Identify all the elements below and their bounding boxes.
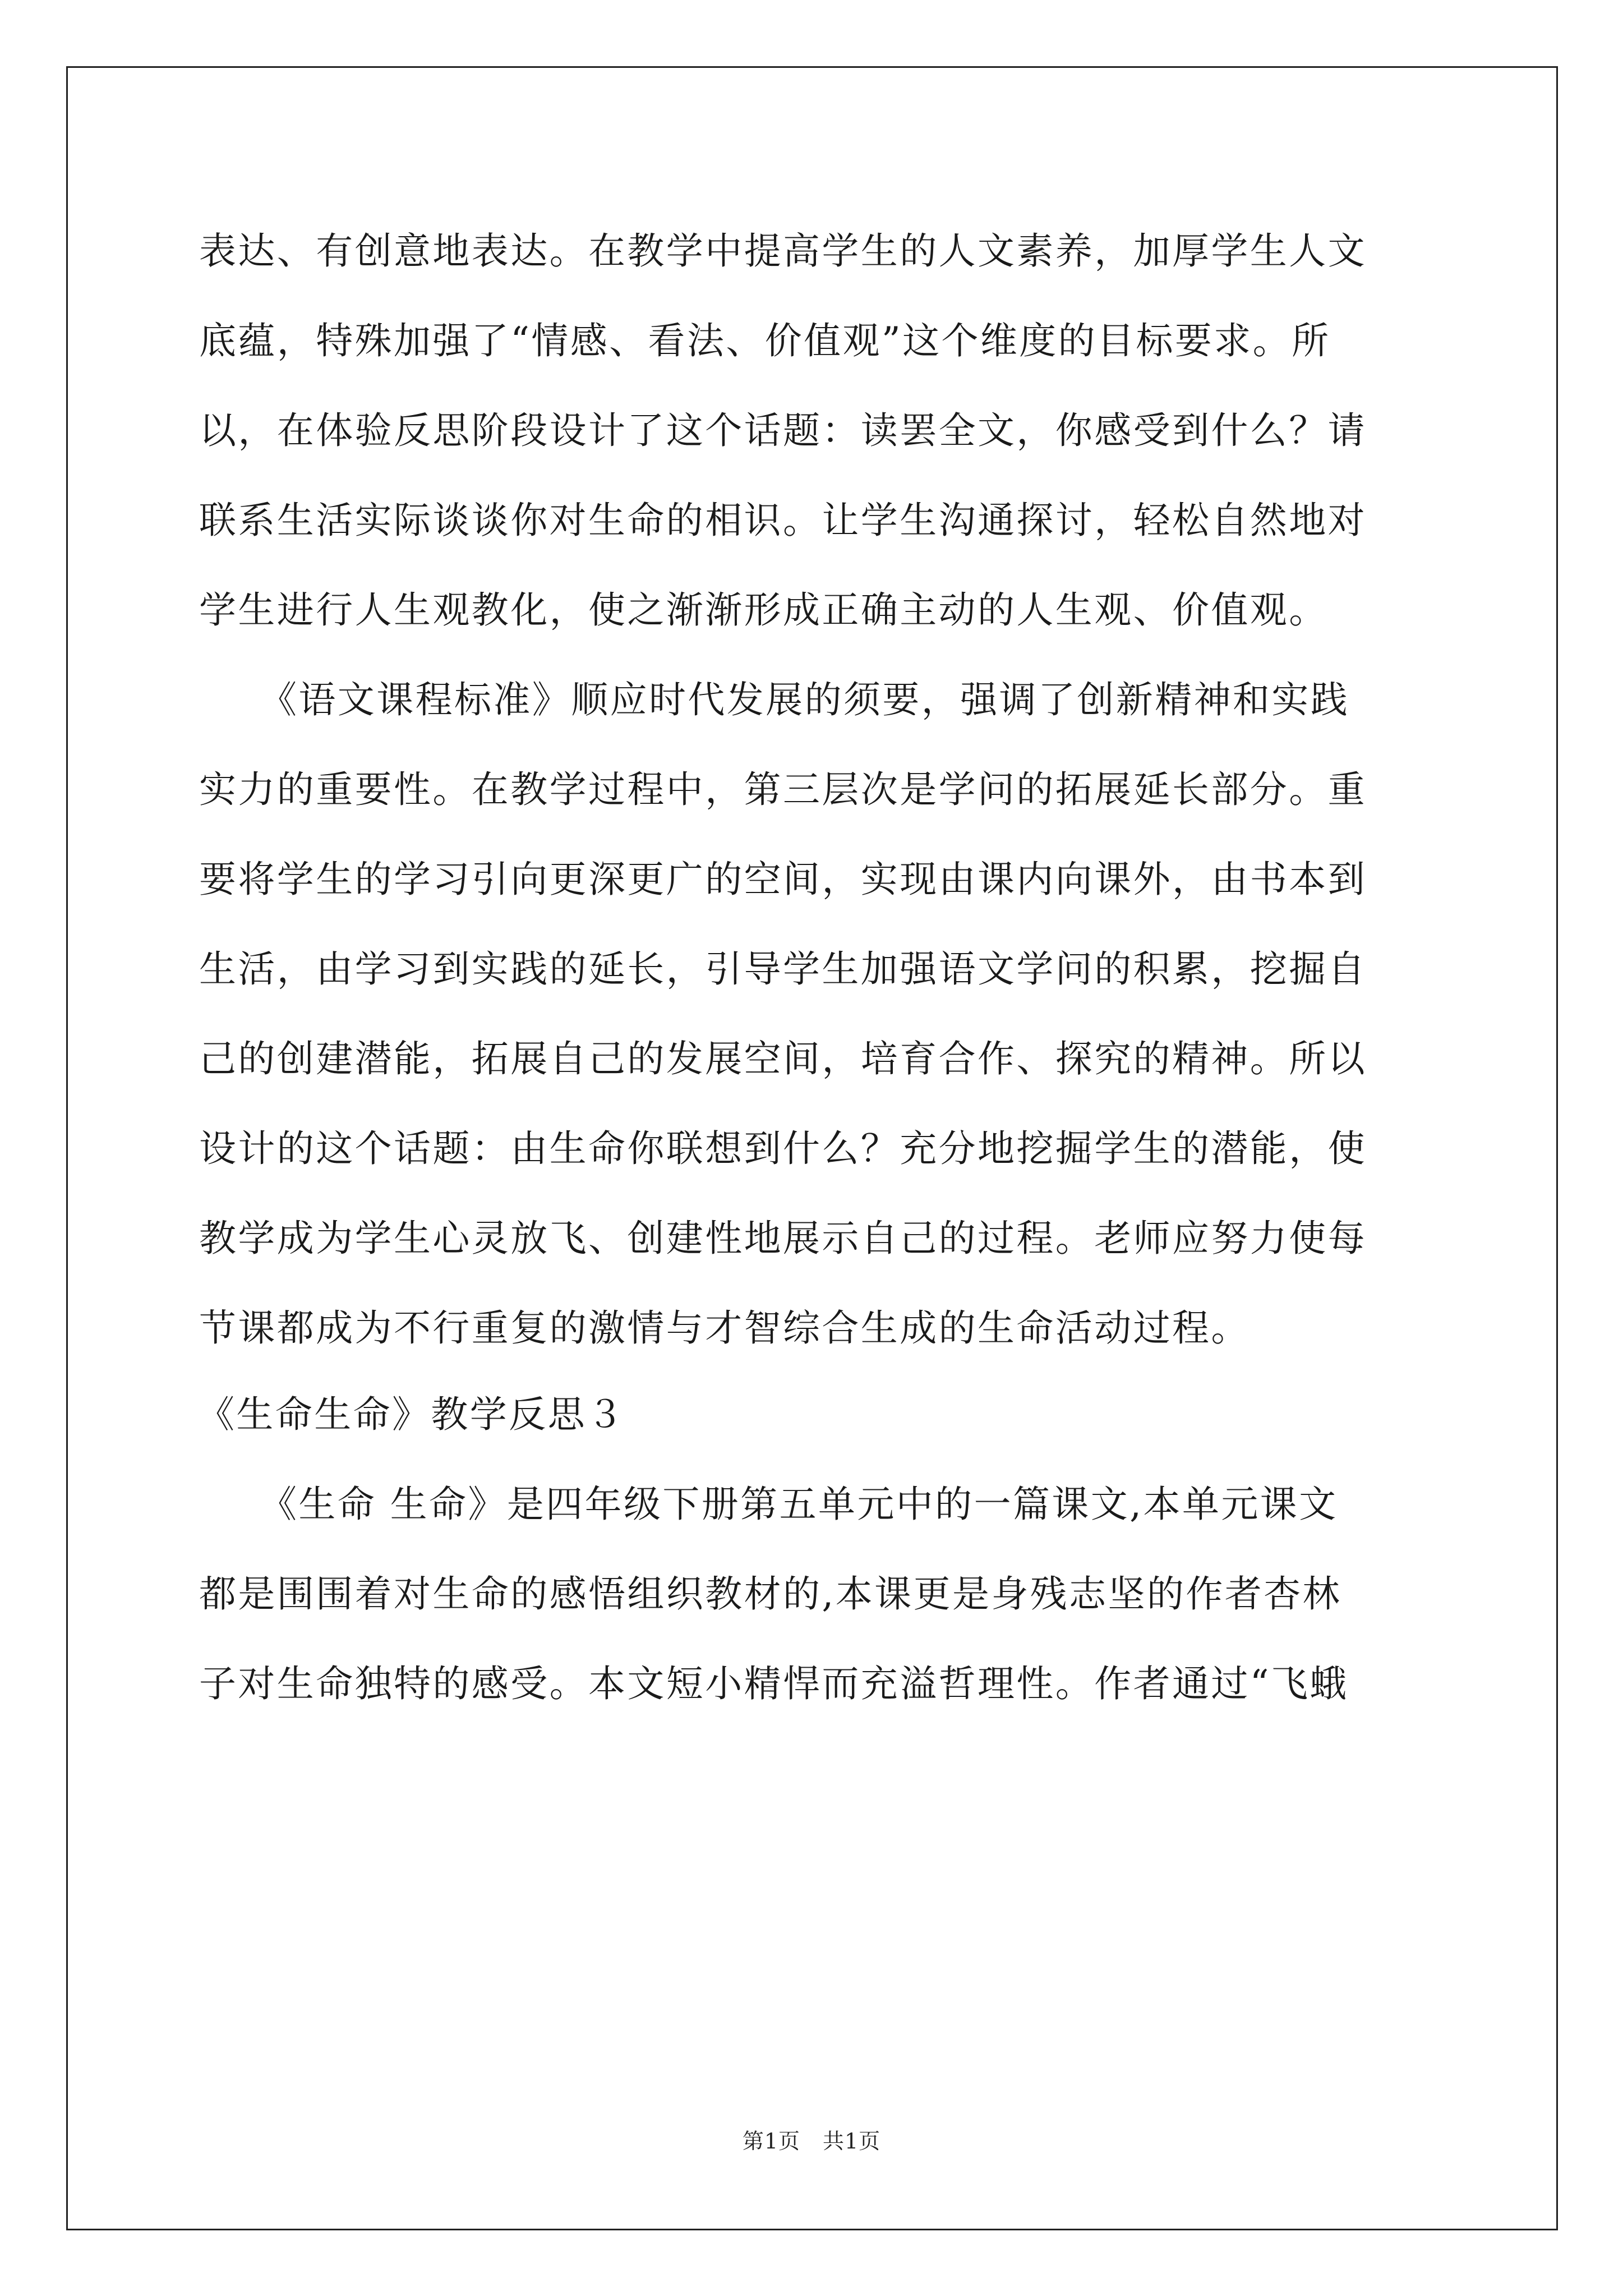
body-line: 表达、有创意地表达。在教学中提高学生的人文素养，加厚学生人文 — [199, 229, 1367, 273]
body-line: 以，在体验反思阶段设计了这个话题：读罢全文，你感受到什么？请 — [199, 409, 1367, 452]
body-line: 学生进行人生观教化，使之渐渐形成正确主动的人生观、价值观。 — [199, 588, 1328, 632]
body-line: 子对生命独特的感受。本文短小精悍而充溢哲理性。作者通过“飞蛾 — [199, 1662, 1349, 1705]
page-footer — [0, 2127, 1623, 2155]
body-line: 联系生活实际谈谈你对生命的相识。让学生沟通探讨，轻松自然地对 — [199, 499, 1367, 542]
paragraph-first-line: 《语文课程标准》顺应时代发展的须要，强调了创新精神和实践 — [260, 678, 1350, 721]
body-line: 己的创建潜能，拓展自己的发展空间，培育合作、探究的精神。所以 — [199, 1037, 1367, 1080]
page-number: 第1页 — [742, 2129, 800, 2154]
paragraph-first-line: 《生命 生命》是四年级下册第五单元中的一篇课文,本单元课文 — [260, 1483, 1338, 1526]
body-line: 节课都成为不行重复的激情与才智综合生成的生命活动过程。 — [199, 1306, 1250, 1350]
body-line: 实力的重要性。在教学过程中，第三层次是学问的拓展延长部分。重 — [199, 768, 1367, 811]
page-total: 共1页 — [823, 2129, 881, 2154]
body-line: 生活，由学习到实践的延长，引导学生加强语文学问的积累，挖掘自 — [199, 947, 1367, 991]
body-line: 底蕴，特殊加强了“情感、看法、价值观”这个维度的目标要求。所 — [199, 319, 1331, 362]
section-heading: 《生命生命》教学反思３ — [197, 1393, 626, 1436]
body-line: 都是围围着对生命的感悟组织教材的,本课更是身残志坚的作者杏林 — [199, 1572, 1341, 1616]
body-line: 设计的这个话题：由生命你联想到什么？充分地挖掘学生的潜能，使 — [199, 1127, 1367, 1170]
body-line: 要将学生的学习引向更深更广的空间，实现由课内向课外，由书本到 — [199, 858, 1367, 901]
body-line: 教学成为学生心灵放飞、创建性地展示自己的过程。老师应努力使每 — [199, 1217, 1367, 1260]
